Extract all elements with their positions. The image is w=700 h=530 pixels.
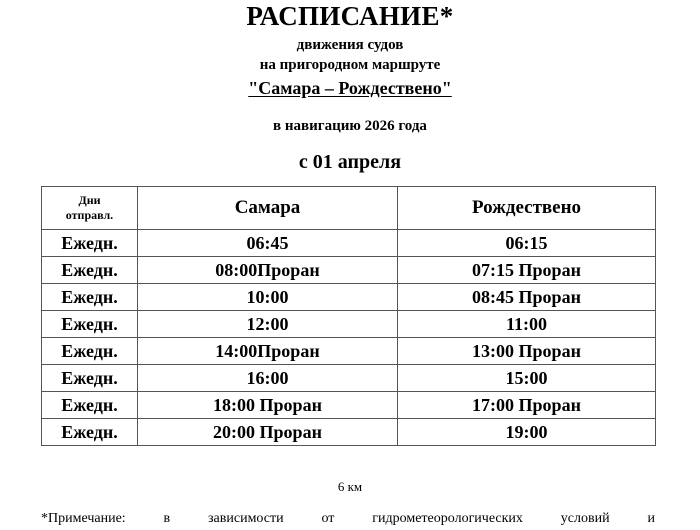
cell-samara: 14:00Проран bbox=[138, 338, 398, 365]
cell-days: Ежедн. bbox=[42, 419, 138, 446]
cell-samara: 16:00 bbox=[138, 365, 398, 392]
cell-days: Ежедн. bbox=[42, 284, 138, 311]
cell-rozhdestveno: 13:00 Проран bbox=[398, 338, 656, 365]
cell-days: Ежедн. bbox=[42, 338, 138, 365]
cell-rozhdestveno: 08:45 Проран bbox=[398, 284, 656, 311]
subtitle-line-1: движения судов bbox=[296, 37, 404, 53]
cell-rozhdestveno: 15:00 bbox=[398, 365, 656, 392]
footnote-word: от bbox=[321, 511, 335, 526]
route-name-text: "Самара – Рождествено" bbox=[248, 78, 452, 98]
cell-samara: 12:00 bbox=[138, 311, 398, 338]
footnote-word: условий bbox=[560, 511, 610, 526]
table-row bbox=[42, 392, 656, 419]
cell-days: Ежедн. bbox=[42, 257, 138, 284]
distance-label: 6 км bbox=[337, 479, 363, 494]
cell-days: Ежедн. bbox=[42, 365, 138, 392]
cell-days: Ежедн. bbox=[42, 311, 138, 338]
cell-rozhdestveno: 07:15 Проран bbox=[398, 257, 656, 284]
cell-samara: 20:00 Проран bbox=[138, 419, 398, 446]
cell-rozhdestveno: 17:00 Проран bbox=[398, 392, 656, 419]
footnote-word: *Примечание: bbox=[41, 511, 126, 526]
cell-samara: 08:00Проран bbox=[138, 257, 398, 284]
route-name bbox=[0, 78, 700, 99]
table-row bbox=[42, 257, 656, 284]
table-row bbox=[42, 230, 656, 257]
navigation-season: в навигацию 2026 года bbox=[273, 118, 427, 134]
header-samara: Самара bbox=[138, 187, 398, 230]
cell-days: Ежедн. bbox=[42, 392, 138, 419]
table-row bbox=[42, 419, 656, 446]
header-days-line-1: Дни bbox=[78, 193, 101, 207]
table-row bbox=[42, 365, 656, 392]
table-row bbox=[42, 338, 656, 365]
footnote bbox=[41, 511, 655, 527]
schedule-table bbox=[41, 186, 656, 446]
footnote-word: в bbox=[163, 511, 171, 526]
footnote-word: зависимости bbox=[208, 511, 284, 526]
subtitle-line-2: на пригородном маршруте bbox=[259, 57, 441, 73]
cell-days: Ежедн. bbox=[42, 230, 138, 257]
table-header-row bbox=[42, 187, 656, 230]
start-date: с 01 апреля bbox=[298, 151, 402, 173]
footnote-word: и bbox=[647, 511, 655, 526]
cell-samara: 06:45 bbox=[138, 230, 398, 257]
header-days bbox=[42, 187, 138, 230]
footnote-word: гидрометеорологических bbox=[372, 511, 523, 526]
table-row bbox=[42, 284, 656, 311]
cell-rozhdestveno: 19:00 bbox=[398, 419, 656, 446]
page-title: РАСПИСАНИЕ* bbox=[246, 1, 454, 31]
header-rozhdestveno: Рождествено bbox=[398, 187, 656, 230]
cell-rozhdestveno: 06:15 bbox=[398, 230, 656, 257]
table-row bbox=[42, 311, 656, 338]
cell-samara: 10:00 bbox=[138, 284, 398, 311]
cell-rozhdestveno: 11:00 bbox=[398, 311, 656, 338]
cell-samara: 18:00 Проран bbox=[138, 392, 398, 419]
header-days-line-2: отправл. bbox=[65, 208, 114, 222]
